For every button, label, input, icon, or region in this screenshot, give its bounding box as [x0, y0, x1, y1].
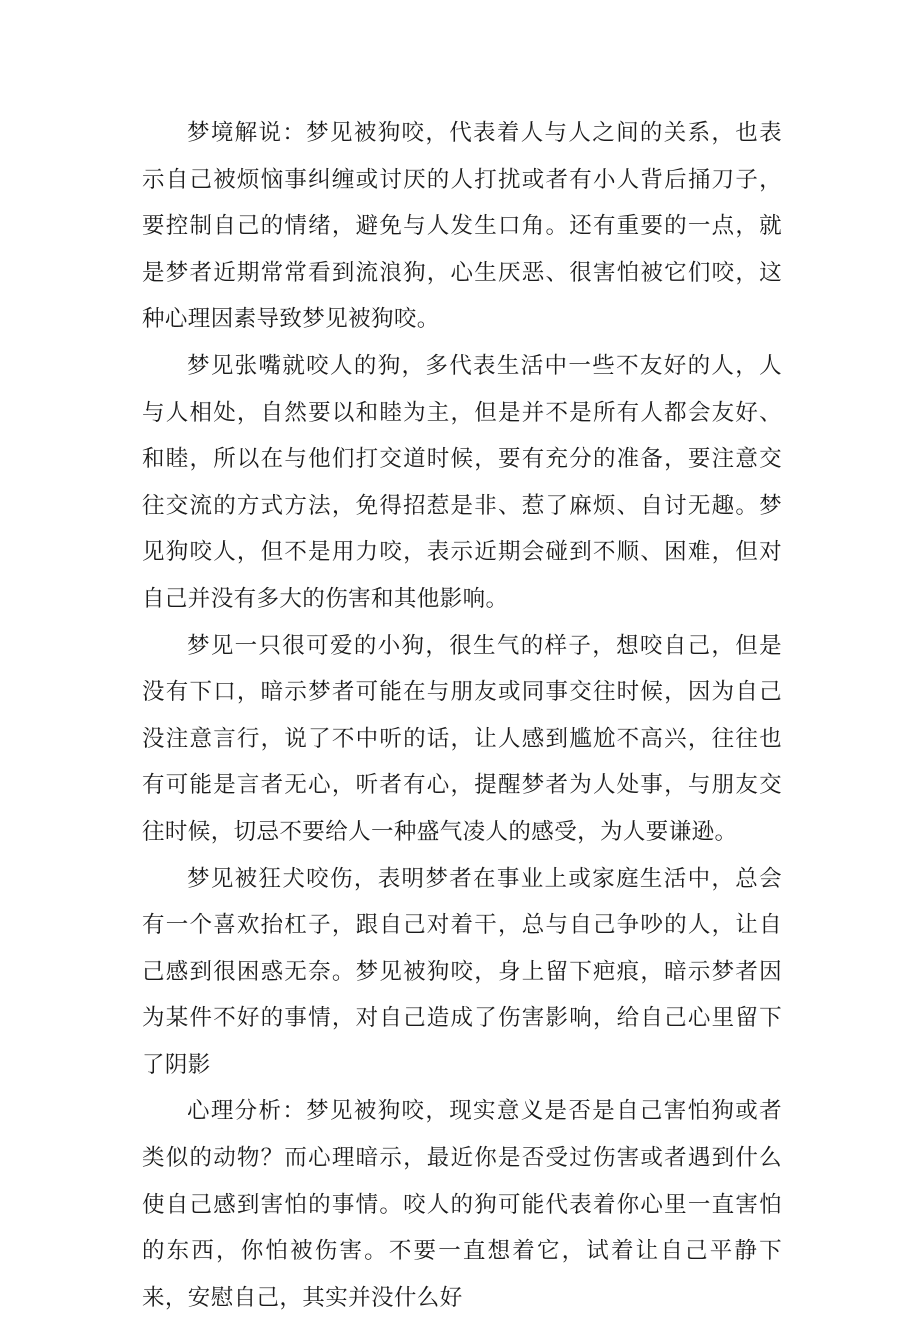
- document-body: [142, 110, 782, 1321]
- paragraph-dream-interpretation: 梦境解说：梦见被狗咬，代表着人与人之间的关系，也表示自己被烦恼事纠缠或讨厌的人打扰或者有小人背后捅刀子，要控制自己的情绪，避免与人发生口角。还有重要的一点，就是梦者近期常常看到流浪狗，心生厌恶、很害怕被它们咬，这种心理因素导致梦见被狗咬。: [142, 120, 782, 333]
- paragraph-biting-dog: 梦见张嘴就咬人的狗，多代表生活中一些不友好的人，人与人相处，自然要以和睦为主，但是并不是所有人都会友好、和睦，所以在与他们打交道时候，要有充分的准备，要注意交往交流的方式方法，免得招惹是非、惹了麻烦、自讨无趣。梦见狗咬人，但不是用力咬，表示近期会碰到不顺、困难，但对自己并没有多大的伤害和其他影响。: [142, 352, 782, 612]
- paragraph-cute-puppy: 梦见一只很可爱的小狗，很生气的样子，想咬自己，但是没有下口，暗示梦者可能在与朋友或同事交往时候，因为自己没注意言行，说了不中听的话，让人感到尴尬不高兴，往往也有可能是言者无心，听者有心，提醒梦者为人处事，与朋友交往时候，切忌不要给人一种盛气凌人的感受，为人要谦逊。: [142, 632, 782, 845]
- paragraph-rabid-dog: 梦见被狂犬咬伤，表明梦者在事业上或家庭生活中，总会有一个喜欢抬杠子，跟自己对着干，总与自己争吵的人，让自己感到很困惑无奈。梦见被狗咬，身上留下疤痕，暗示梦者因为某件不好的事情，对自己造成了伤害影响，给自己心里留下了阴影: [142, 865, 782, 1078]
- paragraph-psychological-analysis: 心理分析：梦见被狗咬，现实意义是否是自己害怕狗或者类似的动物？而心理暗示，最近你是否受过伤害或者遇到什么使自己感到害怕的事情。咬人的狗可能代表着你心里一直害怕的东西，你怕被伤害。不要一直想着它，试着让自己平静下来，安慰自己，其实并没什么好: [142, 1098, 782, 1311]
